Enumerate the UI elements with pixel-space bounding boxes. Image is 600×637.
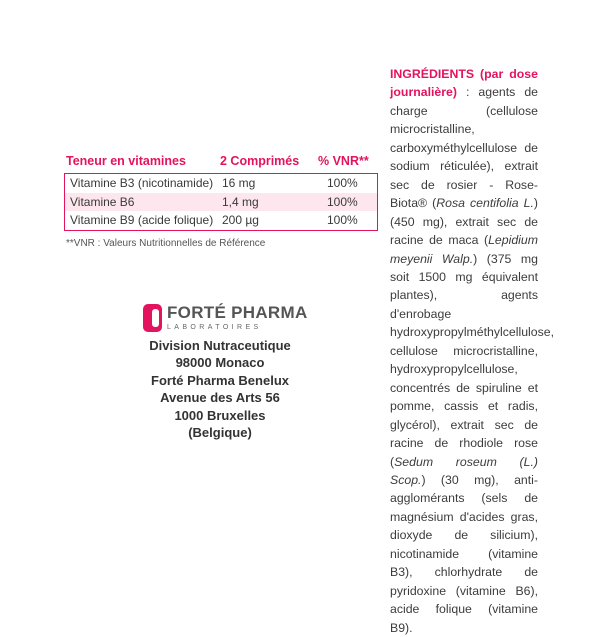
vitamin-name: Vitamine B3 (nicotinamide) bbox=[70, 176, 214, 190]
address-line: (Belgique) bbox=[188, 425, 252, 441]
address-line: Avenue des Arts 56 bbox=[160, 390, 280, 406]
brand-name: FORTÉ PHARMA bbox=[167, 303, 308, 322]
brand-subtitle: LABORATOIRES bbox=[167, 324, 262, 331]
header-vnr: % VNR** bbox=[318, 154, 369, 168]
vitamin-vnr: 100% bbox=[327, 194, 358, 209]
company-address bbox=[120, 337, 320, 441]
address-line: Forté Pharma Benelux bbox=[151, 372, 289, 388]
address-line: 1000 Bruxelles bbox=[174, 407, 266, 423]
vitamin-table-header bbox=[66, 154, 380, 172]
address-line: 98000 Monaco bbox=[175, 355, 265, 371]
ingredients-part: ) (30 mg), anti-agglomérants (sels de magnésium d'acides gras, dioxyde de silicium), nicotinamide (vitamine B3), chlorhydrate de pyridoxine (vitamine B6), acide folique (vitamine B9). bbox=[390, 472, 538, 635]
forte-pharma-logo bbox=[141, 301, 308, 337]
ingredients-text bbox=[390, 65, 555, 637]
vitamin-amount: 1,4 mg bbox=[222, 194, 259, 209]
table-row bbox=[65, 174, 377, 193]
vitamin-vnr: 100% bbox=[327, 213, 358, 228]
latin-name: Rosa centifolia L. bbox=[436, 196, 534, 211]
table-row bbox=[65, 193, 377, 212]
ingredients-title: INGRÉDIENTS (par dose journalière) bbox=[390, 67, 538, 100]
address-line: Division Nutraceutique bbox=[149, 338, 291, 353]
ingredients-part: ) (375 mg soit 1500 mg équivalent plantes), agents d'enrobage hydroxypropylméthylcellulose, cellulose microcristalline, hydroxypropylcellulose, concentrés de spiruline et pomme, cassis et radis, glycérol), extrait sec de racine de rhodiole rose ( bbox=[390, 251, 555, 469]
vnr-footnote: **VNR : Valeurs Nutritionnelles de Référence bbox=[66, 238, 266, 249]
header-tablets: 2 Comprimés bbox=[220, 154, 300, 168]
ingredients-part: ) (450 mg), extrait sec de racine de maca ( bbox=[390, 196, 538, 248]
vitamin-name: Vitamine B9 (acide folique) bbox=[70, 213, 214, 228]
vitamin-vnr: 100% bbox=[327, 176, 358, 190]
latin-name: Lepidium meyenii Walp. bbox=[390, 233, 538, 266]
brand-mark-icon bbox=[141, 301, 165, 335]
vitamin-name: Vitamine B6 bbox=[70, 194, 135, 209]
table-row bbox=[65, 211, 377, 230]
vitamin-table bbox=[64, 173, 378, 231]
vitamin-amount: 16 mg bbox=[222, 176, 256, 190]
latin-name: Sedum roseum (L.) Scop. bbox=[390, 454, 538, 487]
header-vitamin-content: Teneur en vitamines bbox=[66, 154, 186, 168]
ingredients-part: : agents de charge (cellulose microcristalline, carboxyméthylcellulose de sodium réticulée), extrait sec de rosier - Rose-Biota® ( bbox=[390, 85, 538, 211]
vitamin-amount: 200 µg bbox=[222, 213, 259, 228]
